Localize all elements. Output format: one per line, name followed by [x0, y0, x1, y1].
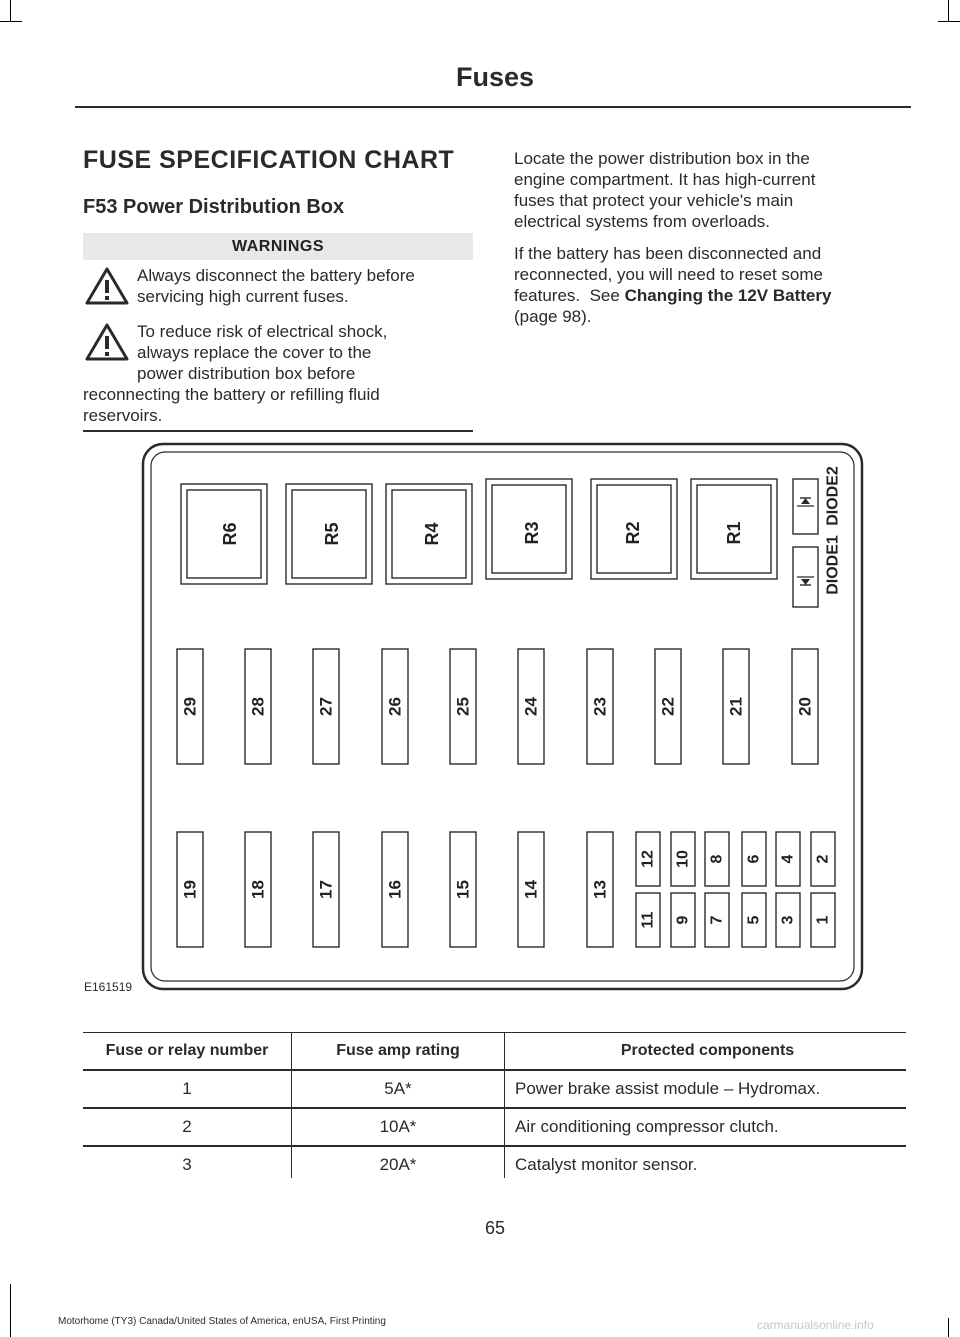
fuse-label: 12: [639, 850, 657, 868]
warning-text: [137, 321, 477, 384]
mini-fuse-block: [636, 832, 835, 947]
fuse-label: 22: [658, 697, 678, 716]
fuse-label: 26: [385, 697, 405, 716]
fuse-slot: [450, 832, 476, 947]
fuse-label: 28: [248, 697, 268, 716]
diagram-id: E161519: [84, 980, 133, 994]
text-line: electrical systems from overloads.: [514, 212, 771, 231]
text-line: If the battery has been disconnected and: [514, 244, 822, 263]
relay-label: R3: [522, 521, 542, 545]
relay: [691, 479, 777, 579]
fuse-label: 17: [316, 880, 336, 899]
warning-triangle-icon: [84, 266, 130, 306]
fuse-label: 20: [795, 697, 815, 716]
relay: [591, 479, 677, 579]
fuse-specification-table: [83, 1032, 906, 1185]
page-header-title: Fuses: [455, 62, 535, 92]
warning-triangle-icon: [84, 322, 130, 362]
relay-label: R5: [322, 522, 342, 546]
fuse-row-upper: [177, 649, 818, 764]
table-header-row: [83, 1033, 906, 1071]
fuse-slot: [313, 649, 339, 764]
fuse-box-diagram: [140, 441, 865, 993]
fuse-slot: [245, 649, 271, 764]
text-line: [514, 285, 914, 306]
intro-paragraph-1: [514, 148, 914, 232]
warning-text: [137, 265, 477, 307]
crop-mark: [10, 1284, 11, 1337]
fuse-slot: [382, 832, 408, 947]
fuse-label: 7: [708, 915, 726, 925]
fuse-label: 1: [814, 915, 832, 925]
fuse-label: 8: [708, 854, 726, 864]
relay-label: R4: [422, 522, 442, 546]
text-line: engine compartment. It has high-current: [514, 170, 816, 189]
fuse-label: 27: [316, 697, 336, 716]
fuse-label: 29: [180, 697, 200, 716]
fuse-slot: [636, 893, 660, 947]
fuse-slot: [382, 649, 408, 764]
cross-reference-link[interactable]: Changing the 12V Battery: [624, 286, 832, 305]
relay: [181, 484, 267, 584]
fuse-slot: [636, 832, 660, 886]
relay-label: R2: [623, 521, 643, 545]
fuse-slot: [177, 832, 203, 947]
crop-mark: [0, 21, 22, 22]
fuse-label: 19: [180, 880, 200, 899]
intro-paragraph-2: [514, 243, 914, 327]
amp-rating-cell: 10A*: [292, 1108, 505, 1146]
fuse-label: 21: [726, 697, 746, 716]
warning-line: reservoirs.: [83, 406, 163, 425]
fuse-label: 23: [590, 697, 610, 716]
fuse-slot: [245, 832, 271, 947]
text-line: fuses that protect your vehicle's main: [514, 191, 794, 210]
diode: [793, 547, 818, 607]
warning-line: servicing high current fuses.: [137, 287, 349, 306]
fuse-label: 6: [745, 854, 763, 864]
crop-mark: [10, 0, 11, 22]
warning-line: power distribution box before: [137, 364, 356, 383]
column-header: Protected components: [505, 1033, 907, 1071]
section-subheading: F53 Power Distribution Box: [83, 196, 345, 218]
fuse-slot: [671, 832, 695, 886]
fuse-label: 3: [779, 915, 797, 925]
fuse-slot: [655, 649, 681, 764]
header-rule: [75, 106, 911, 108]
fuse-label: 15: [453, 880, 473, 899]
fuse-slot: [792, 649, 818, 764]
fuse-slot: [671, 893, 695, 947]
fuse-slot: [811, 893, 835, 947]
relay: [286, 484, 372, 584]
warning-line: Always disconnect the battery before: [137, 266, 415, 285]
protected-component-cell: Air conditioning compressor clutch.: [505, 1108, 907, 1146]
table-row: [83, 1070, 906, 1108]
text-line: Locate the power distribution box in the: [514, 149, 810, 168]
fuse-number-cell: 3: [83, 1146, 292, 1184]
fuse-slot: [811, 832, 835, 886]
protected-component-cell: Catalyst monitor sensor.: [505, 1146, 907, 1184]
text-line: reconnected, you will need to reset some: [514, 265, 824, 284]
fuse-slot: [587, 832, 613, 947]
fuse-label: 18: [248, 880, 268, 899]
fuse-slot: [518, 832, 544, 947]
fuse-slot: [742, 893, 766, 947]
edition-footer: Motorhome (TY3) Canada/United States of America, enUSA, First Printing: [58, 1316, 386, 1327]
amp-rating-cell: 20A*: [292, 1146, 505, 1184]
fuse-slot: [776, 832, 800, 886]
table-continuation-cut: [83, 1178, 906, 1190]
relay-label: R6: [220, 522, 240, 546]
fuse-label: 11: [639, 911, 657, 929]
text-fragment: features. See: [514, 286, 625, 305]
warnings-title: WARNINGS: [83, 233, 473, 260]
fuse-slot: [705, 832, 729, 886]
fuse-label: 16: [385, 880, 405, 899]
warning-line: reconnecting the battery or refilling fluid: [83, 385, 380, 404]
fuse-label: 2: [814, 854, 832, 864]
amp-rating-cell: 5A*: [292, 1070, 505, 1108]
relay: [386, 484, 472, 584]
watermark: carmanualsonline.info: [757, 1318, 874, 1332]
fuse-slot: [723, 649, 749, 764]
fuse-row-lower: [177, 832, 613, 947]
relay: [486, 479, 572, 579]
protected-component-cell: Power brake assist module – Hydromax.: [505, 1070, 907, 1108]
fuse-slot: [313, 832, 339, 947]
fuse-slot: [776, 893, 800, 947]
fuse-label: 10: [674, 850, 692, 868]
fuse-slot: [705, 893, 729, 947]
fuse-label: 13: [590, 880, 610, 899]
table-row: [83, 1108, 906, 1146]
crop-mark: [948, 0, 949, 22]
fuse-slot: [742, 832, 766, 886]
fuse-slot: [450, 649, 476, 764]
page-reference: (page 98).: [514, 307, 592, 326]
column-header: Fuse or relay number: [83, 1033, 292, 1071]
fuse-label: 14: [521, 880, 541, 899]
fuse-label: 5: [745, 915, 763, 925]
crop-mark: [938, 21, 960, 22]
fuse-label: 24: [521, 697, 541, 716]
fuse-slot: [518, 649, 544, 764]
fuse-slot: [587, 649, 613, 764]
diode-label: DIODE2: [824, 466, 842, 526]
page-number: 65: [484, 1218, 506, 1238]
fuse-label: 25: [453, 697, 473, 716]
diode: [793, 479, 818, 534]
warning-line: To reduce risk of electrical shock,: [137, 322, 388, 341]
relay-label: R1: [724, 521, 744, 545]
diode-label: DIODE1: [824, 535, 842, 595]
column-header: Fuse amp rating: [292, 1033, 505, 1071]
warning-text-continuation: [83, 384, 483, 426]
warnings-rule: [83, 430, 473, 432]
crop-mark: [948, 1318, 949, 1337]
warning-line: always replace the cover to the: [137, 343, 372, 362]
fuse-number-cell: 2: [83, 1108, 292, 1146]
fuse-label: 4: [779, 854, 797, 864]
fuse-label: 9: [674, 915, 692, 925]
fuse-number-cell: 1: [83, 1070, 292, 1108]
fuse-slot: [177, 649, 203, 764]
section-heading: FUSE SPECIFICATION CHART: [83, 146, 455, 174]
